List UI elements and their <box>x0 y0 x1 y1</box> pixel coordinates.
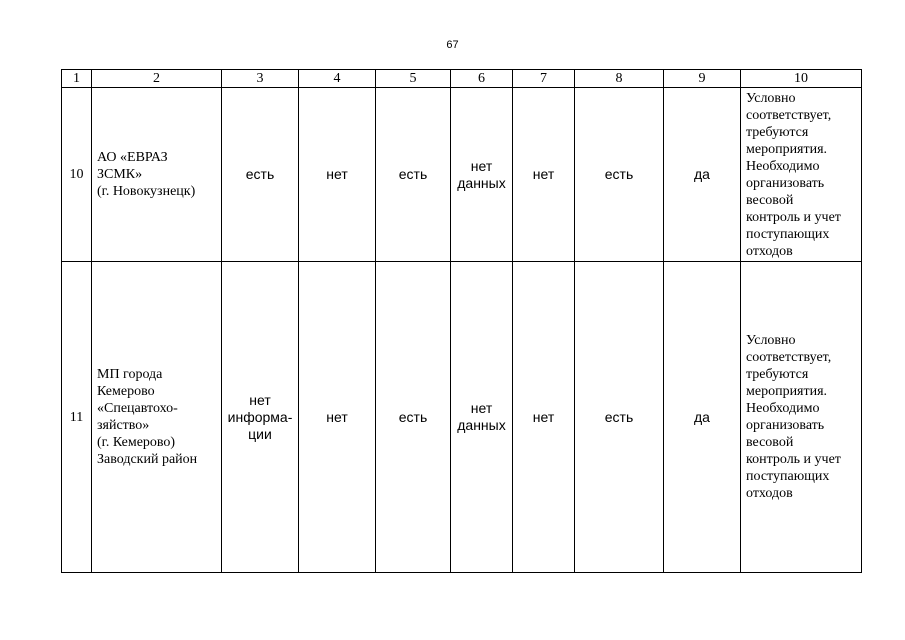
data-table <box>61 69 862 573</box>
cell-col-7 <box>513 262 575 573</box>
table-row <box>62 88 862 262</box>
cell-col-4 <box>299 88 376 262</box>
row-number: 10 <box>62 88 92 262</box>
cell-col-3 <box>222 262 299 573</box>
table-row <box>62 262 862 573</box>
column-header: 9 <box>664 70 741 88</box>
page-number: 67 <box>446 39 459 51</box>
column-header: 6 <box>451 70 513 88</box>
column-header: 3 <box>222 70 299 88</box>
cell-col-6 <box>451 88 513 262</box>
cell-value: есть <box>398 166 428 182</box>
cell-value: нет <box>532 408 555 425</box>
column-header: 10 <box>741 70 862 88</box>
cell-value: нет данных <box>457 157 506 191</box>
cell-value: да <box>694 166 710 182</box>
column-header: 4 <box>299 70 376 88</box>
cell-col-8 <box>575 88 664 262</box>
conclusion-text: Условно соответствует, требуются мероприятия. Необходимо организовать весовой контроль и учет поступающих отходов <box>746 333 841 501</box>
column-header: 8 <box>575 70 664 88</box>
cell-value: нет информа- ции <box>227 391 293 442</box>
cell-col-8 <box>575 262 664 573</box>
cell-value: нет <box>326 408 348 425</box>
cell-value: нет данных <box>457 400 506 433</box>
cell-col-5 <box>376 262 451 573</box>
cell-value: есть <box>604 408 634 425</box>
cell-col-7 <box>513 88 575 262</box>
cell-value: есть <box>398 408 428 425</box>
cell-col-3 <box>222 88 299 262</box>
cell-col-5 <box>376 88 451 262</box>
header-row <box>62 70 862 88</box>
organization-name: МП города Кемерово «Спецавтохо- зяйство» (г. Кемерово) Заводский район <box>97 367 198 467</box>
cell-value: нет <box>326 166 348 182</box>
column-header: 1 <box>62 70 92 88</box>
cell-col-6 <box>451 262 513 573</box>
cell-col-9 <box>664 262 741 573</box>
cell-value: да <box>694 408 710 425</box>
column-header: 7 <box>513 70 575 88</box>
organization-cell <box>92 262 222 573</box>
column-header: 2 <box>92 70 222 88</box>
organization-cell <box>92 88 222 262</box>
conclusion-cell <box>741 88 862 262</box>
organization-name: АО «ЕВРАЗ ЗСМК» (г. Новокузнецк) <box>97 150 196 199</box>
conclusion-text: Условно соответствует, требуются мероприятия. Необходимо организовать весовой контроль и учет поступающих отходов <box>746 90 841 259</box>
cell-value: есть <box>245 166 275 182</box>
cell-col-4 <box>299 262 376 573</box>
conclusion-cell <box>741 262 862 573</box>
cell-value: есть <box>604 166 634 182</box>
cell-value: нет <box>532 166 555 182</box>
row-number: 11 <box>62 262 92 573</box>
cell-col-9 <box>664 88 741 262</box>
column-header: 5 <box>376 70 451 88</box>
